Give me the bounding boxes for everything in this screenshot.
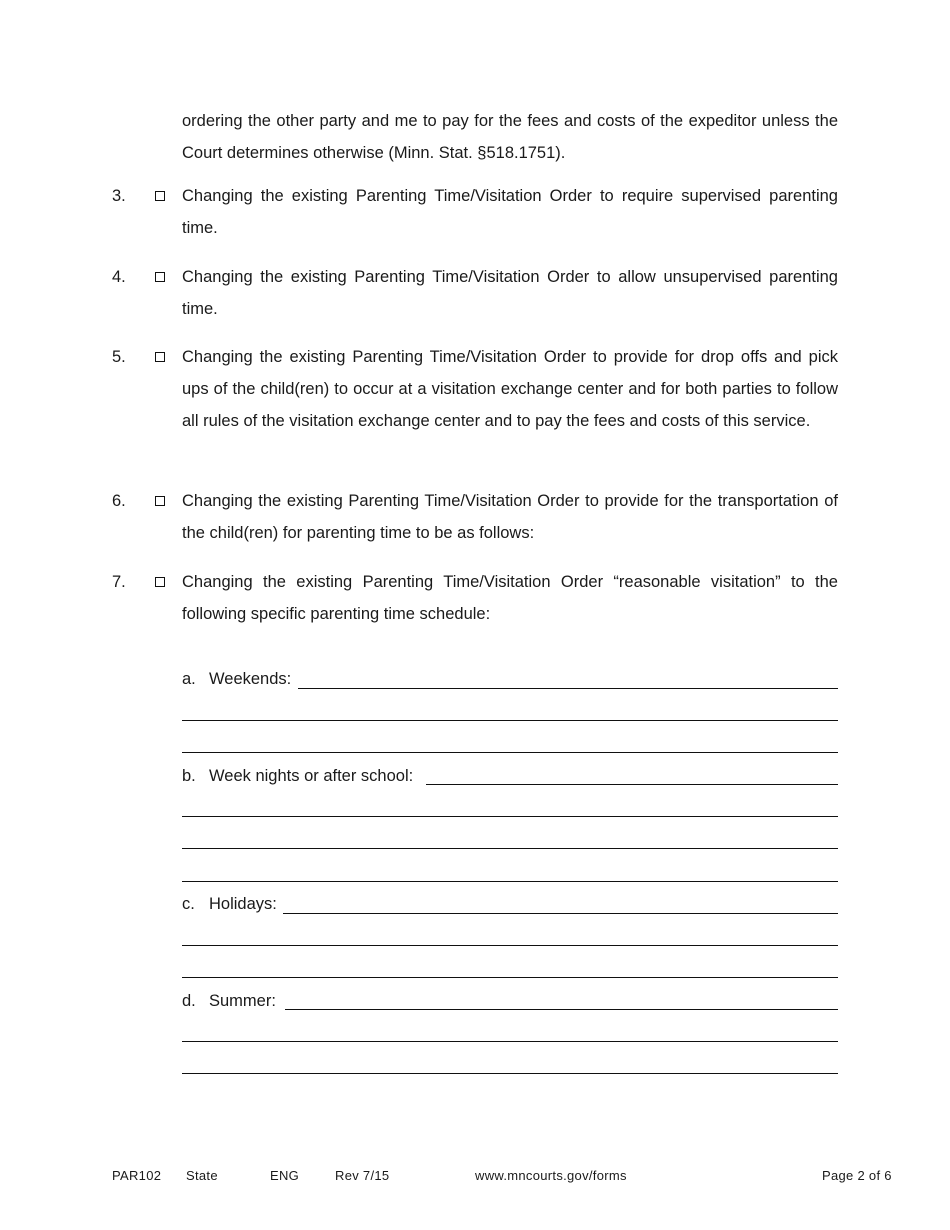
schedule-letter: a. [182,670,196,688]
continuation-paragraph: ordering the other party and me to pay for the fees and costs of the expeditor unless the Court determines otherwise (Minn. Stat. §518.1751). [182,112,838,162]
weekends-input-line[interactable] [298,688,838,689]
item-6-checkbox[interactable] [155,496,165,506]
schedule-label: Week nights or after school: [209,767,414,785]
item-5-checkbox[interactable] [155,352,165,362]
schedule-letter: c. [182,895,195,913]
schedule-label: Weekends: [209,670,292,688]
item-4-checkbox[interactable] [155,272,165,282]
item-text: Changing the existing Parenting Time/Visitation Order to provide for the transportation of the child(ren) for parenting time to be as follows: [182,492,838,542]
week-nights-input-line[interactable] [182,816,838,817]
summer-input-line[interactable] [285,1009,838,1010]
item-number: 5. [112,348,126,366]
summer-input-line[interactable] [182,1041,838,1042]
schedule-label: Summer: [209,992,276,1010]
item-number: 6. [112,492,126,510]
footer-page-number: Page 2 of 6 [822,1168,892,1183]
footer-jurisdiction: State [186,1168,218,1183]
schedule-label: Holidays: [209,895,277,913]
week-nights-input-line[interactable] [426,784,838,785]
footer-revision: Rev 7/15 [335,1168,390,1183]
item-number: 7. [112,573,126,591]
item-number: 4. [112,268,126,286]
schedule-letter: b. [182,767,196,785]
schedule-letter: d. [182,992,196,1010]
weekends-input-line[interactable] [182,752,838,753]
item-text: Changing the existing Parenting Time/Visitation Order to require supervised parenting time. [182,187,838,237]
footer-form-id: PAR102 [112,1168,162,1183]
holidays-input-line[interactable] [182,977,838,978]
item-3-checkbox[interactable] [155,191,165,201]
footer-language: ENG [270,1168,300,1183]
weekends-input-line[interactable] [182,720,838,721]
summer-input-line[interactable] [182,1073,838,1074]
item-text: Changing the existing Parenting Time/Visitation Order to allow unsupervised parenting time. [182,268,838,318]
holidays-input-line[interactable] [182,945,838,946]
footer-url[interactable]: www.mncourts.gov/forms [475,1168,627,1183]
item-text: Changing the existing Parenting Time/Visitation Order to provide for drop offs and pick ups of the child(ren) to occur at a visitation exchange center and for both parties to follow all rules of the visitation exchange center and to pay the fees and costs of this service. [182,348,838,430]
item-text: Changing the existing Parenting Time/Visitation Order “reasonable visitation” to the following specific parenting time schedule: [182,573,838,623]
item-7-checkbox[interactable] [155,577,165,587]
week-nights-input-line[interactable] [182,848,838,849]
item-number: 3. [112,187,126,205]
week-nights-input-line[interactable] [182,881,838,882]
holidays-input-line[interactable] [283,913,838,914]
